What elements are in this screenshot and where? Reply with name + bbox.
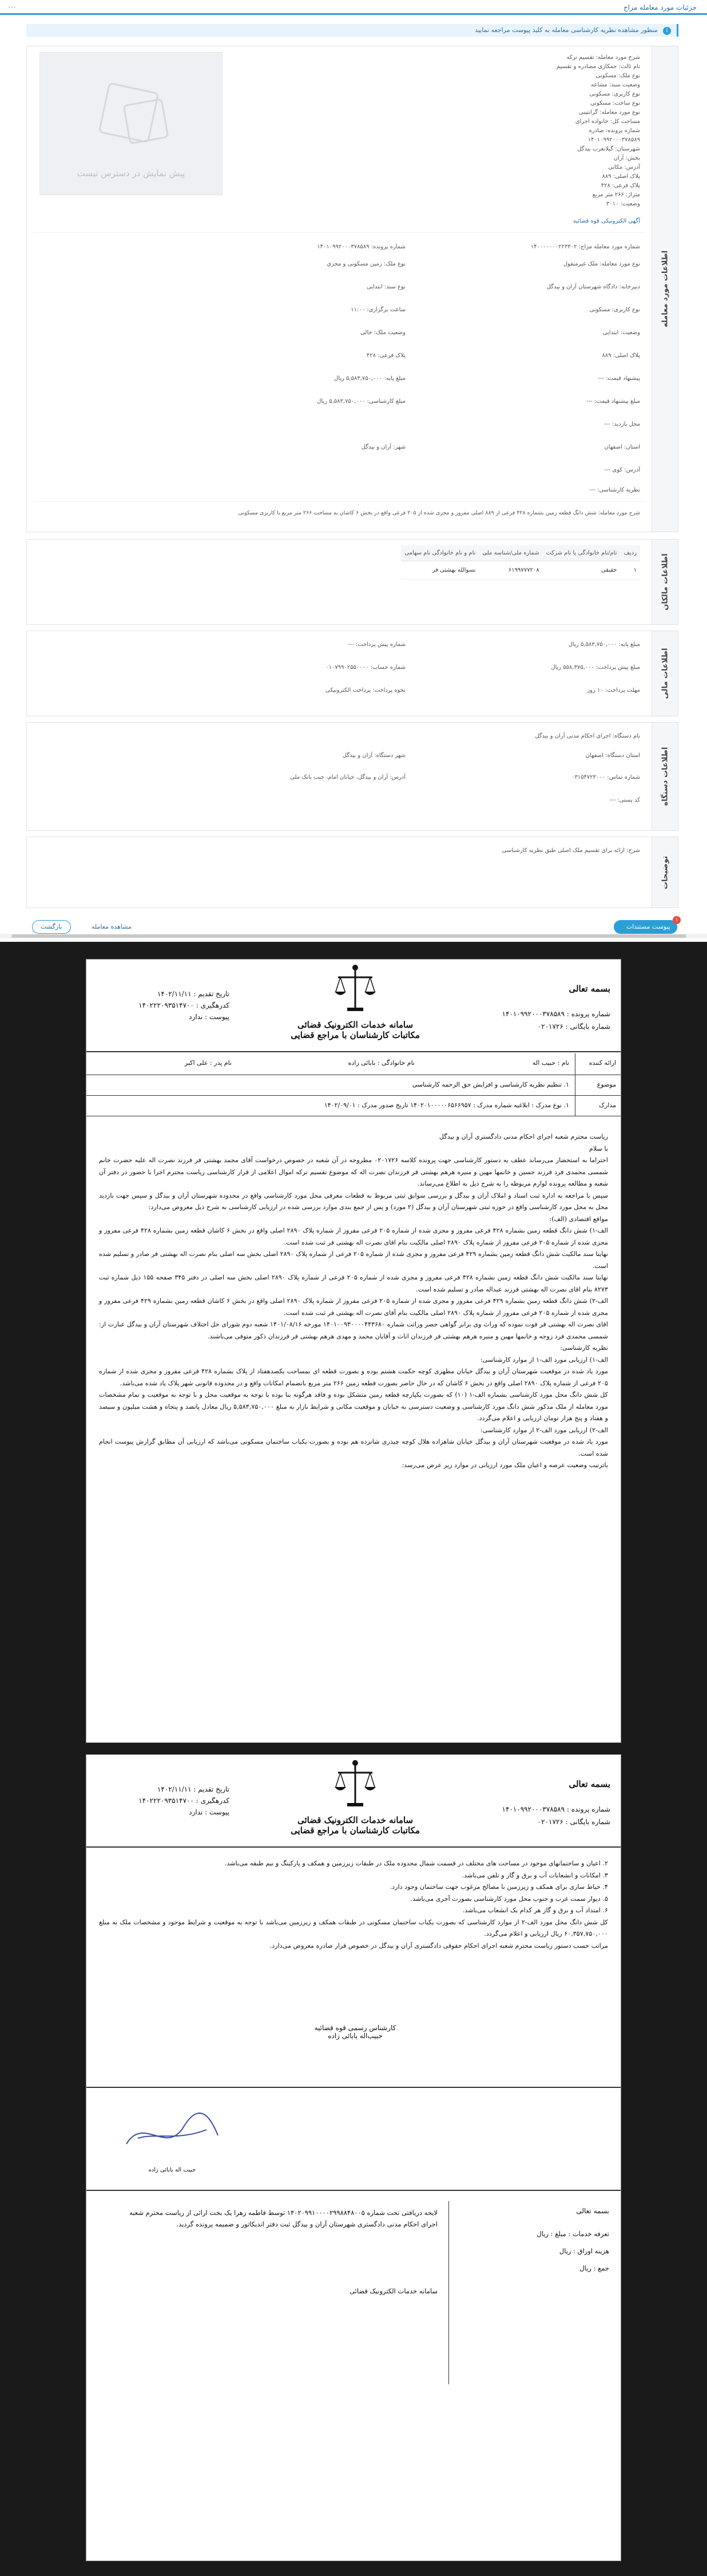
scales-of-justice-icon bbox=[332, 963, 378, 1014]
field: شرح مورد معامله: تقسیم ترکه bbox=[566, 54, 640, 61]
attachment-label: پیوست : ندارد bbox=[189, 1013, 229, 1021]
field: دبیرخانه: دادگاه شهرستان آران و بیدگل bbox=[546, 284, 640, 290]
field: وضعیت: ۳۰۱۰ bbox=[606, 201, 640, 207]
field: آدرس: کوی --- bbox=[604, 467, 640, 473]
paragraph: کل شش دانگ محل مورد الف-۲ از موارد کارشناسی که بصورت یکباب ساختمان مسکونی در طبقات همکف و زیرزمین می‌باشد با توجه به موقعیت و شرایط موجود و مشخصات ملک به مبلغ ۶۰,۳۵۷,۷۵۰,۰۰۰ ریال ارزیابی و اعلام می‌گردد. bbox=[99, 1918, 608, 1937]
field: پیشنهاد قیمت: --- bbox=[598, 375, 640, 382]
paragraph: ریاست محترم شعبه اجرای احکام مدنی دادگستری آران و بیدگل bbox=[439, 1133, 608, 1140]
field: متراژ: ۲۶۶ متر مربع bbox=[592, 192, 640, 198]
field: نوع مورد معامله: ملک غیرمنقول bbox=[563, 261, 640, 267]
office-panel bbox=[26, 722, 678, 831]
paragraph: الف-۱) شش دانگ قطعه زمین بشماره ۴۲۸ فرعی مفروز و مجزی شده از شماره ۲۰۵ فرعی مفروز از شماره پلاک ۲۸۹۰ اصلی واقع در بخش ۶ کاشان قطعه زمین بشماره ۴۲۸ فرعی مفروز و مجزی شده از شماره ۲۰۵ فرعی مفروز از شماره پلاک ۲۸۹۰ اصلی مالکیت بنام اقای نصرت اله بهشتی فر ثبت شده است. bbox=[99, 1227, 608, 1246]
deal-info-title: اطلاعات مورد معامله bbox=[652, 46, 678, 532]
paragraph: الف-۲) شش دانگ قطعه زمین بشماره ۴۲۹ فرعی مفروز و مجزی شده از شماره ۲۰۵ فرعی مفروز از شماره پلاک ۲۸۹۰ اصلی واقع در بخش ۶ کاشان قطعه زمین بشماره ۴۲۹ فرعی مفروز و مجزی شده از شماره ۲۰۵ فرعی مفروز از شماره پلاک ۲۸۹۰ اصلی مالکیت بنام آقای نصرت اله بهشتی فر ثبت شده است. bbox=[99, 1297, 608, 1317]
electronic-record-link[interactable]: آگهی الکترونیکی قوه قضائیه bbox=[573, 218, 640, 224]
field: کد پستی: --- bbox=[609, 797, 640, 803]
signature-scribble-icon bbox=[121, 2104, 224, 2161]
no-image-text: پیش نمایش در دسترس نیست bbox=[77, 168, 185, 179]
paragraph: سپس با مراجعه به اداره ثبت اسناد و املاک آران و بیدگل و بررسی سوابق ثبتی مربوط به قطعات معرفی محل مورد کارشناسی واقع در محدوده شهرستان آران و بیدگل و سپس جهت بازدید محل به محل مورد کارشناسی واقع در حوزه ثبتی شهرستان آران و بیدگل (۲ مورد) و پس از جمع بندی موارد بررسی شده در ارزیابی کارشناسی به شرح ذیل معروض می‌دارد: bbox=[99, 1191, 608, 1211]
notes-panel bbox=[26, 837, 678, 908]
doc-title: بسمه تعالی bbox=[569, 984, 610, 994]
view-deal-link[interactable]: مشاهده معامله bbox=[92, 923, 132, 930]
paper-cost-label: هزینه اوراق : ریال bbox=[559, 2247, 609, 2255]
paragraph: باترتیب وضعیت عرصه و اعیان ملک مورد ارزیابی در موارد زیر عرض می‌رسد: bbox=[402, 1461, 608, 1469]
financial-panel bbox=[26, 631, 678, 716]
owners-table bbox=[401, 545, 640, 580]
field: وضعیت سند: مشاعه bbox=[590, 82, 640, 88]
paragraph: مراتب حسب دستور ریاست محترم شعبه اجرای احکام حقوقی دادگستری آران و بیدگل در خصوص قرار صادره معروض می‌دارد. bbox=[269, 1941, 608, 1949]
field: پلاک فرعی: ۴۲۸ bbox=[366, 352, 406, 359]
field: مبلغ پیشنهاد قیمت: --- bbox=[586, 398, 640, 405]
field: مبلغ پایه: ۵,۵۸۳,۷۵۰,۰۰۰ ریال bbox=[333, 375, 406, 382]
paragraph: نظریه کارشناسی: bbox=[560, 1344, 608, 1352]
org-line-1: سامانه خدمات الکترونیک قضائی bbox=[297, 1020, 414, 1030]
signature-name: حبیب‌اله بابائی زاده bbox=[328, 2032, 383, 2040]
field: استان: اصفهان bbox=[604, 444, 640, 450]
field: نام ثالث: حمکاری مصادره و تقسیم bbox=[556, 64, 640, 70]
alert-text: منظور مشاهده نظریه کارشناسی معامله به کلید پیوست مراجعه نمایید bbox=[475, 26, 658, 34]
paragraph: اقای نصرت اله بهشتی فر فوت نموده که وراث وی برابر گواهی حصر وراثت شماره ۱۴۰۱۰۰۹۳۰۰۰۰۴۴۳۶۸۰ مورخه ۱۴۰۱/۰۸/۱۶ شعبه دوم شورای حل اختلاف شهرستان آران و بیدگل عبارت از: شمسی محمدی فرد زوجه و خانمها مهین و منیره هرهم بهشتی فر فرزندان اناث و آقایان محمد و مهدی هرهم بهشتی فر فرزندان ذکور متوفی می‌باشند. bbox=[99, 1321, 609, 1340]
payment-title: بسمه تعالی bbox=[576, 2207, 609, 2215]
paragraph: ۶. امتداد آب و برق و گاز هر کدام یک انشعاب می‌باشد. bbox=[462, 1907, 608, 1914]
info-icon: i bbox=[663, 27, 671, 35]
dots-icon[interactable]: ⋯ bbox=[8, 3, 16, 12]
archive-number: ۰۲۰۱۷۲۶ bbox=[537, 1023, 563, 1031]
notes-text: شرح: ارائه برای تقسیم ملک اصلی طبق نظریه کارشناسی bbox=[502, 847, 640, 854]
paragraph: کل شش دانگ محل مورد کارشناسی بشماره الف-۱ (۱۰) که بصورت یکپارچه قطعه زمین متشکل بوده و فاقد هرگونه بنا بوده با توجه به موقعیت محل و با توجه به موقعیت و تمام مشخصات مورد معامله از ملک مذکور شش دانگ مورد کارشناسی و وضعیت دسترسی به خیابان و موقعیت مکانی و شرایط بازار به مبلغ ۵,۵۸۳,۷۵۰,۰۰۰ ریال معادل پانصد و پنجاه و هشت میلیون و سیصد و هفتاد و پنج هزار تومان ارزیابی و اعلام می‌گردد. bbox=[99, 1391, 609, 1422]
owners-panel bbox=[26, 539, 678, 625]
field: شماره حساب: ۰۱۰۷۹۹۰۲۵۵۰۰۰۰ bbox=[325, 664, 406, 671]
table-cell: ۱ bbox=[621, 561, 640, 580]
horizontal-scrollbar[interactable] bbox=[0, 934, 707, 938]
field: شماره پرونده: ۱۴۰۱۰۹۹۲۰۰۰۳۷۸۵۸۹ bbox=[317, 244, 406, 250]
field: ساعت برگزاری: ۱۱:۰۰ bbox=[351, 307, 406, 313]
documents-row: مدارک ۱. نوع مدرک : ابلاغیه شماره مدرک : ۱۴۰۲۰۱۰۰۰۰۰۶۵۶۶۹۵۷ تاریخ صدور مدرک : ۱۴۰۲/۰۹/۰۱ bbox=[86, 1096, 621, 1116]
field: نوع سند: ابتدایی bbox=[366, 284, 406, 290]
field: مهلت پرداخت: ۱۰ روز bbox=[587, 687, 640, 693]
tracking-code: ۱۴۰۲۲۲۰۹۳۵۱۴۷۰۰ bbox=[138, 1001, 194, 1009]
table-cell: ۶۱۹۹۷۷۷۲۰۸ bbox=[479, 561, 542, 580]
field: نوع کاربری: مسکونی bbox=[589, 307, 640, 313]
field: مبلغ پایه: ۵,۵۸۳,۷۵۰,۰۰۰ ریال bbox=[568, 641, 640, 648]
tariff-label: تعرفه خدمات : مبلغ : ریال bbox=[537, 2230, 609, 2238]
doc-header: بسمه تعالی شماره پرونده : ۱۴۰۱۰۹۹۲۰۰۰۳۷۸۵۸۹ شماره بایگانی : ۰۲۰۱۷۲۶ سامانه خدمات الکترونیک قضائی مکاتبات کارشناسان با مراجع قضایی تاریخ تقدیم : ۱۴۰۲/۱۱/۱۱ کدرهگیری : ۱۴۰۲۲۲۰۹۳۵۱۴۷۰۰ پیوست : ندارد bbox=[86, 960, 621, 1052]
total-label: جمع : ریال bbox=[579, 2264, 609, 2272]
field: بخش: آران bbox=[613, 155, 640, 161]
paragraph: نهایتا سند مالکیت شش دانگ قطعه زمین بشماره ۴۲۸ فرعی مفروز و مجزی شده از شماره ۲۰۵ فرعی از شماره پلاک ۲۸۹۰ اصلی بخش سه اصلی در دفتر ۳۴۵ صفحه ۱۵۵ ذیل شماره ثبت ۸۲۷۳ بنام اقای نصرت اله بهشتی فرزند عبداله صادر و تسلیم شده است. bbox=[99, 1274, 608, 1293]
attach-count-badge: ۱ bbox=[673, 916, 681, 924]
document-page-2 bbox=[86, 1754, 621, 2561]
document-page-1 bbox=[86, 959, 621, 1743]
paragraph: مواقع اقتصادی (الف): bbox=[549, 1215, 608, 1223]
field: وضعیت ملک: خالی bbox=[360, 330, 406, 336]
column-header: شماره ملی/شناسه ملی bbox=[479, 545, 542, 561]
paragraph: مورد یاد شده در موقعیت شهرستان آران و بیدگل خیابان مطهری کوچه حکمت هشتم بوده و بصورت قطعه ای بمساحت یکصدهفتاد از پلاک بشماره ۴۲۸ فرعی مفروز و مجزی شده از شماره ۲۰۵ فرعی از شماره پلاک ۲۸۹۰ اصلی واقع در بخش ۶ کاشان که در حال حاضر بصورت قطعه زمین ۲۶۶ متر مربع بانضمام امکانات واقع و در محدوده قانونی شهر پلاک یاد شده می‌باشد. bbox=[99, 1368, 608, 1387]
no-image-placeholder bbox=[39, 52, 223, 195]
scroll-thumb[interactable] bbox=[11, 934, 686, 938]
table-cell: حقیقی bbox=[543, 561, 621, 580]
field: نوع ساخت: مسکونی bbox=[590, 100, 640, 106]
paragraph: ۵. دیوار سمت غرب و جنوب محل مورد کارشناسی بصورت آجری می‌باشد. bbox=[410, 1895, 608, 1903]
field: شماره پرونده: صادره bbox=[589, 128, 640, 134]
field: پلاک اصلی: ۸۸۹ bbox=[602, 173, 640, 180]
notes-title: توضیحات bbox=[652, 837, 678, 907]
submit-date: ۱۴۰۲/۱۱/۱۱ bbox=[157, 990, 192, 998]
paragraph: الف-۲) ارزیابی مورد الف-۲ از موارد کارشناسی: bbox=[480, 1426, 608, 1434]
paragraph: ۴. حیاط سازی برای همکف و زیرزمین با مصالح مرغوب جهت ساختمان وجود دارد. bbox=[390, 1883, 608, 1891]
field: شماره پیش پرداخت: --- bbox=[347, 641, 406, 648]
column-header: نام و نام خانوادگی نام سهامی bbox=[401, 545, 479, 561]
deal-description: شرح مورد معامله: شش دانگ قطعه زمین بشماره ۴۲۸ فرعی از ۸۸۹ اصلی مفروز و مجزی شده از ۲۰۵ فرعی واقع در بخش ۶ کاشان به مساحت ۲۶۶ متر مربع با کاربری مسکونی bbox=[238, 510, 640, 516]
doc-body bbox=[99, 1131, 608, 1472]
field: آدرس: آران و بیدگل، خیابان امام، جنب بانک ملی bbox=[290, 774, 406, 780]
financial-title: اطلاعات مالی bbox=[652, 631, 678, 716]
column-header: نام/نام خانوادگی یا نام شرکت bbox=[543, 545, 621, 561]
signature-block bbox=[258, 2024, 452, 2040]
field: مبلغ پیش پرداخت: ۵۵۸,۳۷۵,۰۰۰ ریال bbox=[551, 664, 640, 671]
book-icon bbox=[122, 98, 169, 144]
field: شهر دستگاه: آران و بیدگل bbox=[342, 752, 406, 759]
field: نام دستگاه: اجرای احکام مدنی آران و بیدگل bbox=[535, 733, 640, 739]
field: شماره تماس: ۰۳۱۵۴۷۲۳۰۰۰ bbox=[571, 774, 640, 780]
field: مبلغ کارشناسی: ۵,۵۸۳,۷۵۰,۰۰۰ ریال bbox=[317, 398, 406, 405]
field: پلاک فرعی: ۴۲۸ bbox=[601, 183, 640, 189]
field: پلاک اصلی: ۸۸۹ bbox=[602, 352, 640, 359]
office-title: اطلاعات دستگاه bbox=[652, 723, 678, 830]
payment-text: لایحه دریافتی تحت شماره ۱۴۰۲۰۹۹۱۰۰۰۰۲۹۹۸۸۴۸۰۰۵ توسط فاطمه زهرا یک بخت ارائی از ریاست محترم شعبه اجرای احکام مدنی دادگستری شهرستان آران و بیدگل ثبت دفتر اندیکاتور و ضمیمه پرونده گردید. bbox=[129, 2209, 438, 2228]
paragraph: نهایتا سند مالکیت شش دانگ قطعه زمین بشماره ۴۲۹ فرعی مفروز و مجزی شده از شماره ۲۰۵ فرعی از شماره پلاک ۲۸۹۰ اصلی بخش سه اصلی بنام نصرت اله بهشتی فر صادر و تسلیم شده است. bbox=[99, 1250, 608, 1270]
paragraph: با سلام bbox=[589, 1144, 608, 1152]
column-header: ردیف bbox=[621, 545, 640, 561]
paragraph: احتراما به استحضار می‌رساند عطف به دستور کارشناسی جهت پرونده کلاسه ۰۲۰۱۷۲۶ مطروحه در آن شعبه در خصوص درخواست آقای محمد بهشتی فر فرزند نصرت اله علیه حضرت خانم شمسی محمدی فرد فرزند حسین و خانمها مهین و منیره هرهم بهشتی فر فرزندان نصرت اله که موضوع تقسیم ترکه اموال اعلامی از قرار کارشناسی ریاست محترم اجرا با حضور در دفتر آن شعبه و مطالعه پرونده لوازم مربوطه را به شرح ذیل به اطلاع می‌رساند. bbox=[99, 1156, 608, 1187]
field: شهرستان: گیلانغرب بیدگل bbox=[577, 146, 640, 152]
paragraph: ۲. اعیان و ساختمانهای موجود در مساحت های مختلف در قسمت شمال محدوده ملک در طبقات زیرزمین و همکف و پارکینگ و نیم طبقه می‌باشد. bbox=[224, 1860, 608, 1867]
field: محل بازدید: --- bbox=[603, 421, 640, 427]
field: نظریه کارشناسی: --- bbox=[589, 487, 640, 493]
field: شماره مورد معامله مزاج: ۱۴۰۰۰۰۰۰۰۲۲۳۳۰۲ bbox=[530, 244, 640, 250]
field: نوع ملک: مسکونی bbox=[595, 73, 640, 79]
field: استان دستگاه: اصفهان bbox=[585, 752, 640, 759]
back-button[interactable]: بازگشت bbox=[32, 920, 71, 934]
info-alert bbox=[26, 24, 678, 37]
scales-of-justice-icon bbox=[332, 1758, 378, 1810]
paragraph: ۳. امکانات و انشعابات آب و برق و گاز و تلفن می‌باشد. bbox=[462, 1871, 608, 1879]
document-viewer bbox=[0, 942, 707, 2576]
field: ۱۴۰۱۰۹۹۲۰۰۰۳۷۸۵۸۹ bbox=[587, 137, 640, 143]
file-number: ۱۴۰۱۰۹۹۲۰۰۰۳۷۸۵۸۹ bbox=[502, 1010, 565, 1018]
field: آدرس: مکانی bbox=[608, 164, 640, 171]
table-row[interactable] bbox=[401, 561, 640, 580]
paragraph: مورد یاد شده در موقعیت شهرستان آران و بیدگل خیابان شاهزاده هلال کوچه چیذری شانزده هم بوده و بصورت یکباب ساختمان مسکونی می‌باشد که ارزیابی آن مطابق گزارش پیوست انجام شده است. bbox=[99, 1438, 608, 1457]
signer-caption: حبیب اله بابائی زاده bbox=[148, 2167, 196, 2173]
field: نحوه پرداخت: پرداخت الکترونیکی bbox=[325, 687, 406, 693]
top-bar bbox=[0, 0, 707, 15]
submitter-row: ارائه کننده نام : حبیب اله نام خانوادگی : بابائی زاده نام پدر : علی اکبر bbox=[86, 1053, 621, 1075]
owners-title: اطلاعات مالکان bbox=[652, 540, 678, 624]
field: نوع کاربری: مسکونی bbox=[589, 91, 640, 97]
deal-info-panel bbox=[26, 46, 678, 532]
field: شهر: آران و بیدگل bbox=[361, 444, 406, 450]
doc-header: بسمه تعالی شماره پرونده : ۱۴۰۱۰۹۹۲۰۰۰۳۷۸۵۸۹ شماره بایگانی : ۰۲۰۱۷۲۶ سامانه خدمات الکترونیک قضائی مکاتبات کارشناسان با مراجع قضایی تاریخ تقدیم : ۱۴۰۲/۱۱/۱۱ کدرهگیری : ۱۴۰۲۲۲۰۹۳۵۱۴۷۰۰ پیوست : ندارد bbox=[86, 1755, 621, 1848]
payment-footer: سامانه خدمات الکترونیک قضائی bbox=[349, 2287, 438, 2295]
attach-button[interactable]: پیوست مستندات ۱ bbox=[614, 920, 677, 934]
signature-title: کارشناس رسمی قوه قضائیه bbox=[314, 2024, 396, 2032]
page-title: جزئیات مورد معامله مزاج bbox=[623, 3, 697, 11]
doc-body bbox=[99, 1858, 608, 1952]
paragraph: الف-۱) ارزیابی مورد الف-۱ از موارد کارشناسی: bbox=[480, 1356, 608, 1364]
subject-row: موضوع ۱. تنظیم نظریه کارشناسی و افزایش حق الزحمه کارشناسی bbox=[86, 1075, 621, 1096]
field: نوع مورد معامله: گرانتینی bbox=[578, 109, 640, 116]
org-line-2: مکاتبات کارشناسان با مراجع قضایی bbox=[291, 1030, 420, 1040]
field: مساحت کل: خانواده اجرای bbox=[575, 118, 640, 125]
table-cell: نسوالله بهشتی فر bbox=[401, 561, 479, 580]
field: وضعیت: ابتدایی bbox=[602, 330, 640, 336]
field: نوع ملک: زمین مسکونی و مجزی bbox=[327, 261, 406, 267]
